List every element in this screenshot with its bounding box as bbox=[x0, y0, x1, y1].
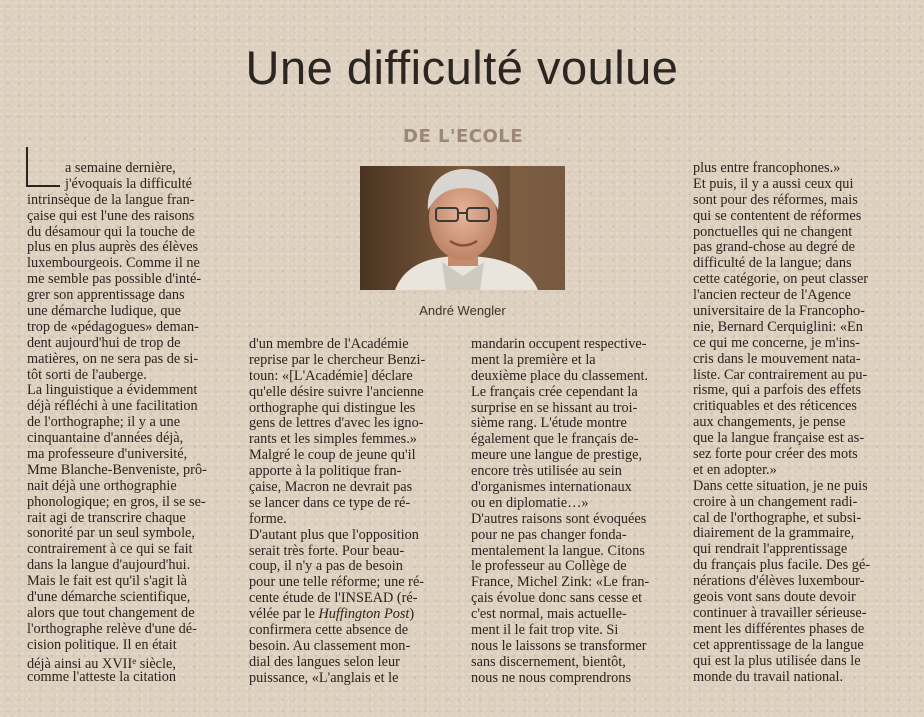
text-line: rait agi de transcrire chaque bbox=[27, 509, 186, 526]
text-line: une démarche ludique, que bbox=[27, 303, 182, 320]
text-line: qui est la plus utilisée dans le bbox=[693, 652, 861, 669]
text-line: a semaine dernière, bbox=[65, 160, 176, 176]
text-line: encore très utilisée au sein bbox=[471, 463, 622, 480]
text-line: sez forte pour créer des mots bbox=[693, 446, 858, 463]
text-line: du français plus facile. Des gé- bbox=[693, 557, 871, 574]
text-line: Et puis, il y a aussi ceux qui bbox=[693, 175, 854, 192]
text-line: d'une démarche scientifique, bbox=[27, 589, 191, 606]
author-photo bbox=[360, 166, 565, 290]
text-line: dans la langue d'aujourd'hui. bbox=[27, 557, 191, 574]
text-line: apporte à la politique fran- bbox=[249, 463, 402, 480]
article-column-2 bbox=[249, 337, 454, 687]
article-column-4 bbox=[693, 161, 898, 685]
text-line: cet apprentissage de la langue bbox=[693, 636, 864, 653]
text-line: ment la première et la bbox=[471, 351, 596, 368]
section-label: DE L'ECOLE bbox=[403, 126, 524, 147]
text-line: ou en diplomatie…» bbox=[471, 494, 589, 511]
text-line: plus entre francophones.» bbox=[693, 160, 841, 176]
text-line: sont pour des réformes, mais bbox=[693, 191, 858, 208]
text-line: surprise en se hissant au troi- bbox=[471, 399, 638, 416]
text-line: qu'elle désire suivre l'ancienne bbox=[249, 383, 424, 400]
photo-caption: André Wengler bbox=[419, 303, 506, 318]
text-line: déjà réfléchi à une facilitation bbox=[27, 398, 198, 415]
text-line: reprise par le chercheur Benzi- bbox=[249, 351, 426, 368]
text-line: La linguistique a évidemment bbox=[27, 382, 198, 399]
text-line: difficulté de la langue; dans bbox=[693, 255, 852, 272]
text-line: cette catégorie, on peut classer bbox=[693, 271, 869, 288]
text-line: l'orthographe relève d'une dé- bbox=[27, 620, 197, 637]
text-line: nous le laissons se transformer bbox=[471, 637, 647, 654]
text-line: diairement de la grammaire, bbox=[693, 525, 855, 542]
text-line: D'autres raisons sont évoquées bbox=[471, 510, 647, 527]
text-line: ment les différentes phases de bbox=[693, 620, 865, 637]
text-line: besoin. Au classement mon- bbox=[249, 637, 411, 654]
text-line: ment il le fait trop vite. Si bbox=[471, 622, 619, 639]
text-line: meure une langue de prestige, bbox=[471, 447, 643, 464]
text-line: sième rang. L'étude montre bbox=[471, 415, 627, 432]
text-line: se lancer dans ce type de ré- bbox=[249, 494, 411, 511]
text-line: universitaire de la Francopho- bbox=[693, 303, 865, 320]
text-line: forme. bbox=[249, 510, 287, 527]
article-column-3 bbox=[471, 337, 676, 687]
text-line: vélée par le Huffington Post) bbox=[249, 606, 415, 623]
text-line: ce qui me concerne, je m'ins- bbox=[693, 334, 860, 351]
text-line: d'un membre de l'Académie bbox=[249, 336, 409, 352]
text-line: matières, on ne sera pas de si- bbox=[27, 350, 199, 367]
text-line: alors que tout changement de bbox=[27, 604, 195, 621]
text-line: le professeur au Collège de bbox=[471, 558, 627, 575]
text-line: çaise qui est l'une des raisons bbox=[27, 207, 195, 224]
text-line: trop de «pédagogues» deman- bbox=[27, 318, 199, 335]
text-line: contrairement à ce qui se fait bbox=[27, 541, 193, 558]
text-line: gens de lettres d'avec les igno- bbox=[249, 415, 424, 432]
text-line: cal de l'orthographe, et subsi- bbox=[693, 509, 862, 526]
text-line: rants et les simples femmes.» bbox=[249, 431, 417, 448]
text-line: aux changements, je pense bbox=[693, 414, 846, 431]
text-line: croire à un changement radi- bbox=[693, 493, 858, 510]
text-line: nait déjà une orthographie bbox=[27, 477, 177, 494]
text-line: et en adopter.» bbox=[693, 461, 777, 478]
text-line: grer son apprentissage dans bbox=[27, 287, 185, 304]
text-line: nérations d'élèves luxembour- bbox=[693, 573, 865, 590]
text-line: D'autant plus que l'opposition bbox=[249, 526, 419, 543]
text-line: continuer à travailler sérieuse- bbox=[693, 604, 867, 621]
text-line: France, Michel Zink: «Le fran- bbox=[471, 574, 650, 591]
text-line: ma professeure d'université, bbox=[27, 446, 188, 463]
text-line: dial des langues selon leur bbox=[249, 653, 400, 670]
text-line: serait très forte. Pour beau- bbox=[249, 542, 405, 559]
text-line: de l'orthographe; il y a une bbox=[27, 414, 181, 431]
text-line: intrinsèque de la langue fran- bbox=[27, 191, 195, 208]
text-line: cinquantaine d'années déjà, bbox=[27, 430, 184, 447]
text-line: critiquables et des réticences bbox=[693, 398, 857, 415]
text-line: dent aujourd'hui de trop de bbox=[27, 334, 181, 351]
text-line: coup, il n'y a pas de besoin bbox=[249, 558, 403, 575]
text-line: risme, qui a parfois des effets bbox=[693, 382, 862, 399]
article-title: Une difficulté voulue bbox=[245, 41, 679, 94]
text-line: sans discernement, bientôt, bbox=[471, 653, 626, 670]
text-line: Malgré le coup de jeune qu'il bbox=[249, 447, 416, 464]
text-line: déjà ainsi au XVIIe siècle, bbox=[27, 655, 176, 672]
text-line: toun: «[L'Académie] déclare bbox=[249, 367, 413, 384]
text-line: me semble pas possible d'inté- bbox=[27, 271, 202, 288]
text-line: phonologique; en gros, il se se- bbox=[27, 493, 206, 510]
text-line: liste. Car contrairement au pu- bbox=[693, 366, 868, 383]
text-line: qui se contentent de réformes bbox=[693, 207, 862, 224]
text-line: plus en plus auprès des élèves bbox=[27, 239, 199, 256]
text-line: c'est normal, mais actuelle- bbox=[471, 606, 627, 623]
text-line: du désamour qui la touche de bbox=[27, 223, 195, 240]
text-line: puissance, «L'anglais et le bbox=[249, 669, 399, 686]
text-line: Dans cette situation, je ne puis bbox=[693, 477, 868, 494]
century-suffix: e bbox=[132, 655, 137, 666]
text-line: pas grand-chose au degré de bbox=[693, 239, 855, 256]
text-line: nous ne nous comprendrons bbox=[471, 669, 632, 686]
text-line: Le français crée cependant la bbox=[471, 383, 638, 400]
text-line: d'organismes internationaux bbox=[471, 479, 632, 496]
text-line: que la langue française est as- bbox=[693, 430, 865, 447]
text-line: cision politique. Il en était bbox=[27, 636, 177, 653]
text-line: cente étude de l'INSEAD (ré- bbox=[249, 590, 418, 607]
text-line: confirmera cette absence de bbox=[249, 622, 409, 639]
article-column-1 bbox=[27, 161, 232, 685]
text-line: l'ancien recteur de l'Agence bbox=[693, 287, 851, 304]
text-line: mentalement la langue. Citons bbox=[471, 542, 645, 559]
text-line: cris dans le mouvement nata- bbox=[693, 350, 861, 367]
text-line: également que le français de- bbox=[471, 431, 639, 448]
text-line: ponctuelles qui ne changent bbox=[693, 223, 853, 240]
text-line: pour ne pas changer fonda- bbox=[471, 526, 627, 543]
text-line: deuxième place du classement. bbox=[471, 367, 649, 384]
text-line: comme l'atteste la citation bbox=[27, 668, 177, 685]
text-line: orthographe qui distingue les bbox=[249, 399, 416, 416]
text-line: monde du travail national. bbox=[693, 668, 844, 685]
text-line: Mme Blanche-Benveniste, prô- bbox=[27, 461, 207, 478]
text-line: çaise, Macron ne devrait pas bbox=[249, 479, 413, 496]
text-line: pour une telle réforme; une ré- bbox=[249, 574, 425, 591]
text-line: Mais le fait est qu'il s'agit là bbox=[27, 573, 188, 590]
text-line: qui rendrait l'apprentissage bbox=[693, 541, 848, 558]
text-line: tôt sorti de l'auberge. bbox=[27, 366, 147, 383]
text-line: j'évoquais la difficulté bbox=[65, 175, 192, 192]
text-line: çais évolue donc sans cesse et bbox=[471, 590, 643, 607]
text-line: luxembourgeois. Comme il ne bbox=[27, 255, 200, 272]
text-line: nie, Bernard Cerquiglini: «En bbox=[693, 318, 863, 335]
text-line: geois vont sans doute devoir bbox=[693, 589, 856, 606]
publication-name: Huffington Post bbox=[318, 606, 410, 623]
text-line: mandarin occupent respective- bbox=[471, 336, 647, 352]
text-line: sonorité par un seul symbole, bbox=[27, 525, 195, 542]
